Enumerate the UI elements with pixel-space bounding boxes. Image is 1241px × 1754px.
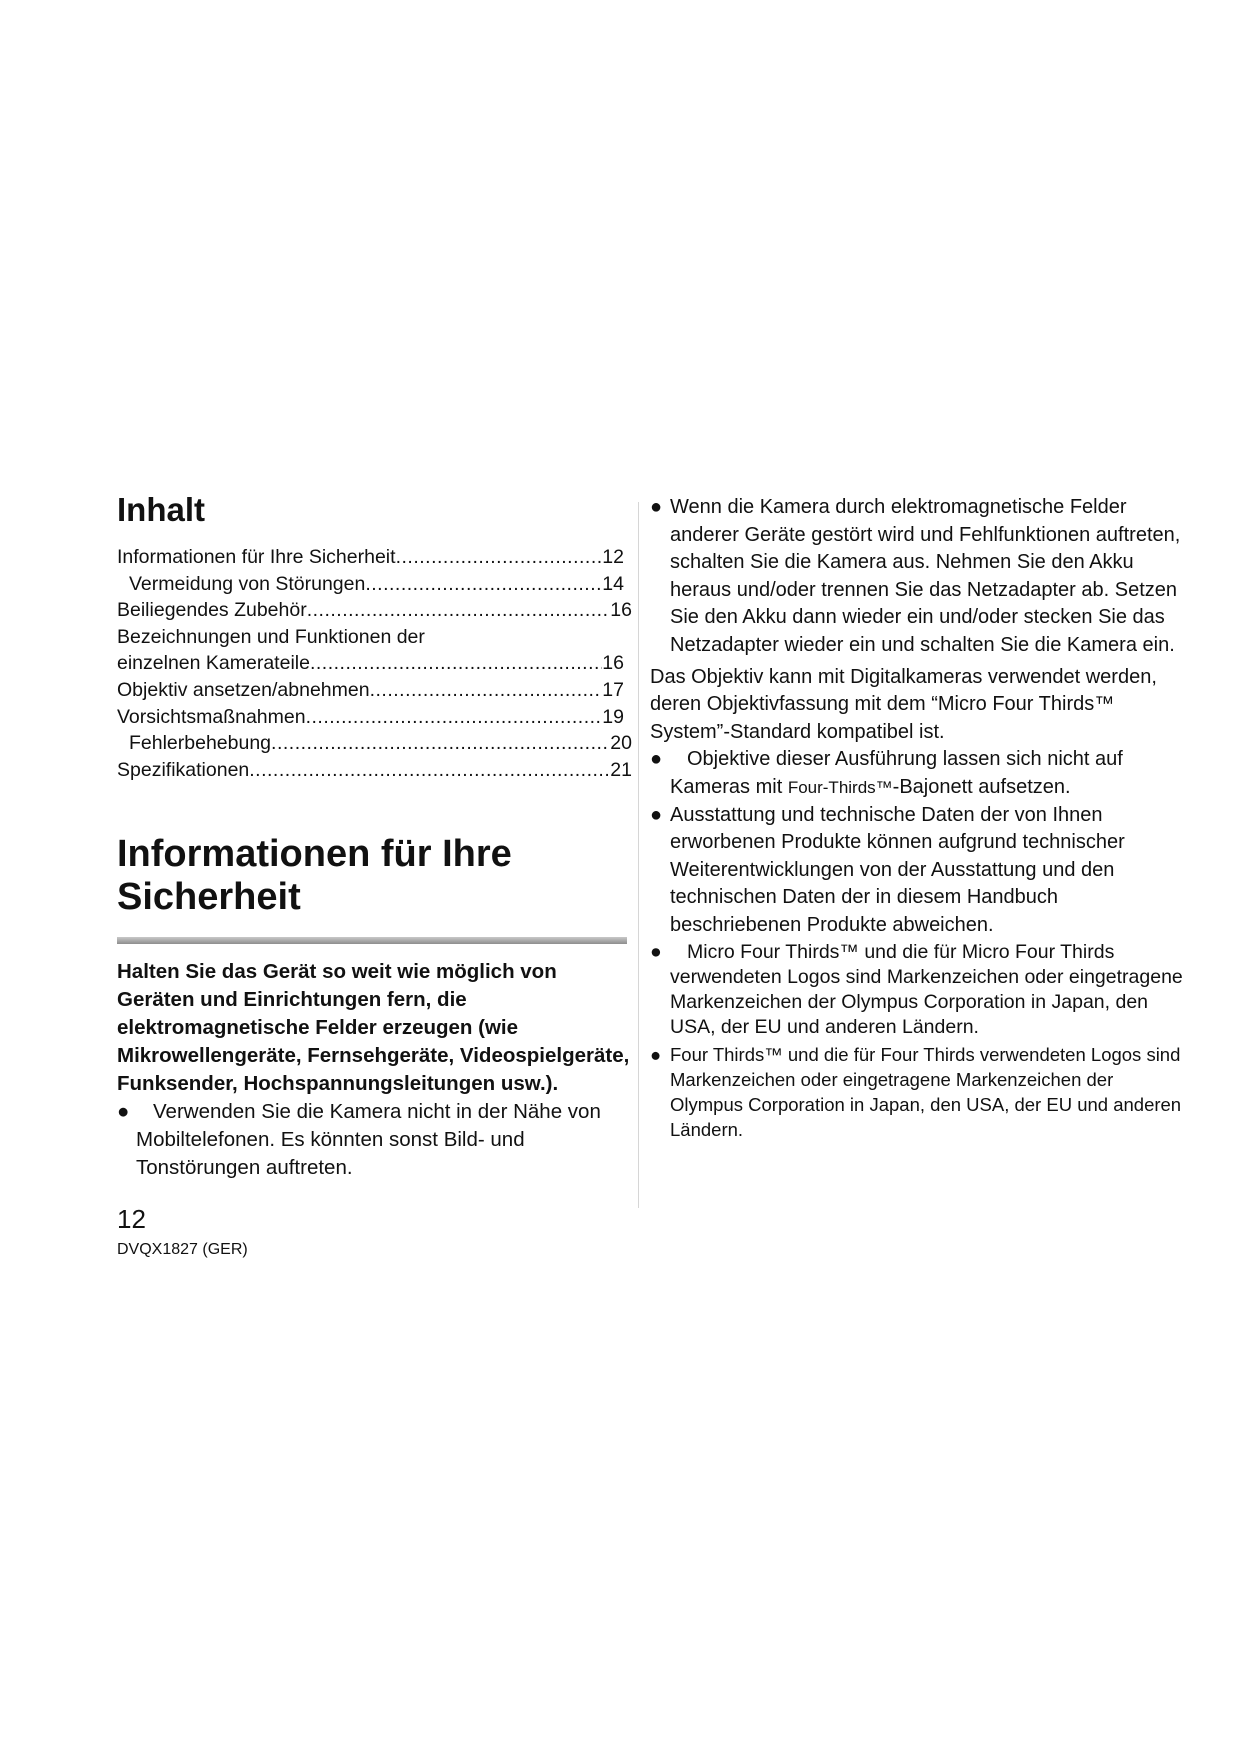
toc-entry[interactable] (117, 650, 632, 677)
list-item (650, 746, 1190, 801)
paragraph: Das Objektiv kann mit Digitalkameras verwendet werden, deren Objektivfassung mit dem “Micro Four Thirds™ System”-Standard kompatibel ist. (650, 665, 1157, 743)
safety-warning: Halten Sie das Gerät so weit wie möglich von Geräten und Einrichtungen fern, die elektromagnetische Felder erzeugen (wie Mikrowellengeräte, Fernsehgeräte, Videospielgeräte, Funksender, Hochspannungsleitungen usw.). (117, 960, 630, 1096)
column-divider (638, 502, 639, 1208)
toc-entry[interactable] (117, 571, 632, 598)
bullet-text: Kameras mit (670, 775, 788, 798)
toc-entry-label: Spezifikationen (117, 758, 250, 781)
toc-leader (249, 757, 610, 784)
bullet-text-line (670, 774, 1190, 802)
bullet-text: Verwenden Sie die Kamera nicht in der Nähe von (153, 1100, 601, 1124)
list-item (650, 940, 1190, 1040)
toc-entry[interactable] (117, 677, 632, 704)
toc-entry-label: Vorsichtsmaßnahmen (117, 705, 306, 728)
list-item (650, 1042, 1190, 1142)
toc-entry[interactable] (117, 597, 632, 624)
toc-entry-page: 16 (602, 652, 624, 675)
toc-leader (306, 704, 603, 731)
toc-title: Inhalt (117, 491, 205, 528)
toc-leader (365, 571, 602, 598)
toc-entry[interactable] (117, 544, 632, 571)
section-rule (117, 937, 627, 944)
toc-entry-page: 17 (602, 678, 624, 701)
toc-entry-label: Bezeichnungen und Funktionen der (117, 625, 425, 648)
toc-entry-page: 21 (610, 758, 632, 781)
toc-entry-label: einzelnen Kamerateile (117, 652, 310, 675)
left-column (117, 490, 632, 1182)
bullet-text: Ausstattung und technische Daten der von Ihnen erworbenen Produkte können aufgrund technischer Weiterentwicklungen von der Ausstattung und den technischen Daten der in diesem Handbuch beschriebenen Produkte abweichen. (670, 803, 1125, 936)
toc-leader (307, 597, 611, 624)
bullet-icon: ● (650, 1043, 662, 1065)
document-code: DVQX1827 (GER) (117, 1241, 248, 1258)
toc-leader (271, 730, 610, 757)
bullet-text: Micro Four Thirds™ und die für Micro Four Thirds (687, 940, 1115, 963)
toc-entry-page: 19 (602, 705, 624, 728)
toc-entry-label: Vermeidung von Störungen (129, 572, 366, 595)
page-number: 12 (117, 1204, 146, 1234)
right-column (650, 494, 1190, 1142)
toc-entry-page: 16 (610, 599, 632, 622)
bullet-icon: ● (117, 1100, 130, 1124)
bullet-text: Objektive dieser Ausführung lassen sich nicht auf (687, 748, 1123, 771)
bullet-text: Mobiltelefonen. Es könnten sonst Bild- und Tonstörungen auftreten. (136, 1128, 525, 1180)
toc-leader (310, 650, 602, 677)
bullet-icon: ● (650, 496, 663, 518)
toc-entry-page: 12 (602, 546, 624, 568)
section-title-line: Sicherheit (117, 876, 301, 919)
toc-entry-label: Fehlerbehebung (129, 732, 272, 755)
trademark-text: Four-Thirds™ (787, 777, 893, 797)
list-item (117, 1098, 632, 1182)
bullet-icon: ● (650, 748, 663, 771)
bullet-text: verwendeten Logos sind Markenzeichen oder eingetragene Markenzeichen der Olympus Corporation in Japan, den USA, der EU und anderen Ländern. (670, 965, 1183, 1038)
bullet-text: Wenn die Kamera durch elektromagnetische Felder anderer Geräte gestört wird und Fehlfunktionen auftreten, schalten Sie die Kamera aus. Nehmen Sie den Akku heraus und/oder trennen Sie das Netzadapter ab. Setzen Sie den Akku dann wieder ein und/oder stecken Sie das Netzadapter wieder ein und schalten Sie die Kamera ein. (670, 496, 1181, 656)
toc-entry-page: 20 (610, 732, 632, 755)
toc-entry-page: 14 (602, 572, 624, 595)
bullet-text: Four Thirds™ und die für Four Thirds verwendeten Logos sind Markenzeichen oder eingetragene Markenzeichen der Olympus Corporation in Japan, den USA, der EU und anderen Ländern. (670, 1043, 1182, 1140)
toc-entry-label: Objektiv ansetzen/abnehmen (117, 678, 370, 701)
list-item (650, 802, 1190, 940)
section-title-line: Informationen für Ihre (117, 833, 512, 876)
toc-entry-label: Beiliegendes Zubehör (117, 599, 307, 622)
toc-entry-label: Informationen für Ihre Sicherheit (117, 546, 396, 568)
bullet-text: -Bajonett aufsetzen. (892, 775, 1071, 798)
list-item (650, 494, 1190, 660)
toc-leader (370, 677, 603, 704)
toc-entry[interactable] (117, 757, 632, 784)
bullet-icon: ● (650, 803, 663, 826)
toc-entry[interactable] (117, 730, 632, 757)
toc-leader (396, 544, 603, 571)
section-title (117, 833, 632, 919)
bullet-icon: ● (650, 940, 662, 963)
toc-entry[interactable] (117, 704, 632, 731)
